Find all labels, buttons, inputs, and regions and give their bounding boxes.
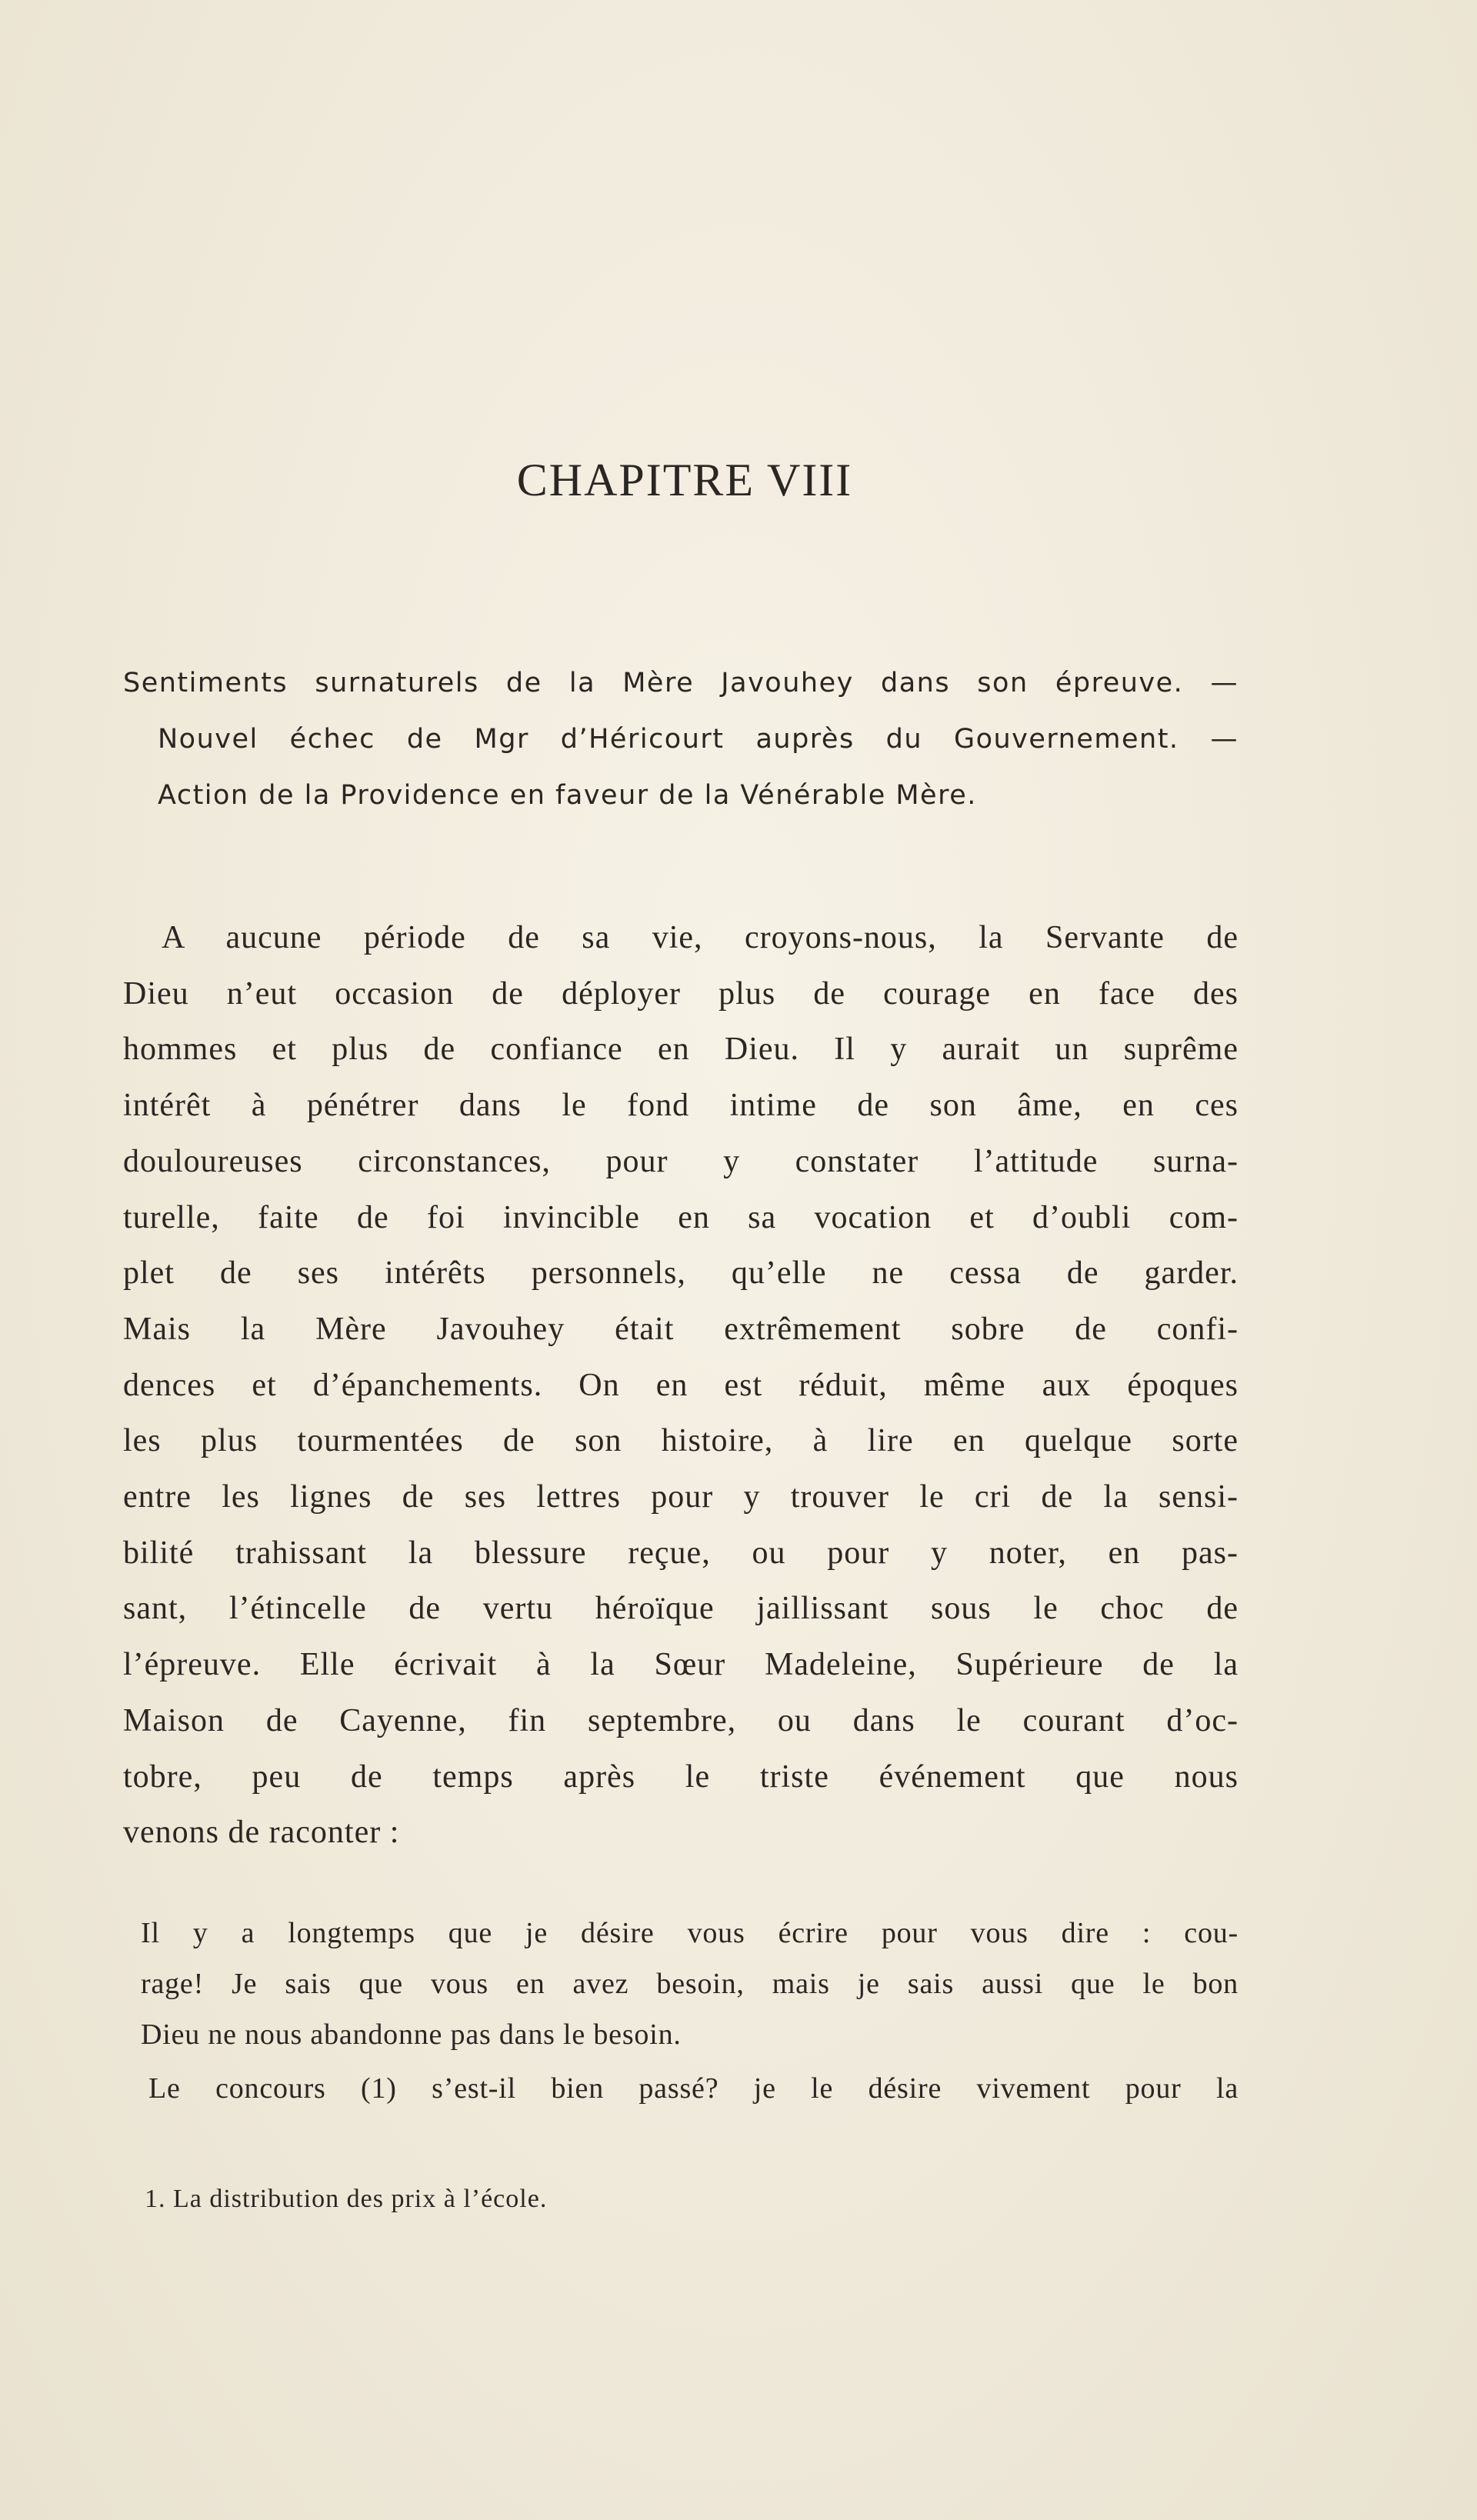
- quote-line: Il y a longtemps que je désire vous écrire pour vous dire : cou-: [141, 1917, 1239, 1949]
- body-line: Mais la Mère Javouhey était extrêmement sobre de confi-: [123, 1311, 1239, 1347]
- quoted-letter: [141, 1908, 1239, 2114]
- body-line: dences et d’épanchements. On en est réduit, même aux époques: [123, 1367, 1239, 1403]
- body-line: plet de ses intérêts personnels, qu’elle ne cessa de garder.: [123, 1255, 1239, 1292]
- body-line: hommes et plus de confiance en Dieu. Il y aurait un suprême: [123, 1032, 1239, 1068]
- quote-line: Le concours (1) s’est-il bien passé? je le désire vivement pour la: [148, 2072, 1239, 2105]
- body-line: bilité trahissant la blessure reçue, ou pour y noter, en pas-: [123, 1535, 1239, 1571]
- quote-line: rage! Je sais que vous en avez besoin, mais je sais aussi que le bon: [141, 1968, 1239, 2000]
- body-line: Dieu n’eut occasion de déployer plus de courage en face des: [123, 975, 1239, 1012]
- chapter-title: CHAPITRE VIII: [516, 455, 853, 505]
- summary-line: Sentiments surnaturels de la Mère Javouhey dans son épreuve. —: [123, 668, 1239, 698]
- chapter-summary: [123, 655, 1239, 824]
- body-line: tobre, peu de temps après le triste événement que nous: [123, 1758, 1239, 1795]
- body-line: turelle, faite de foi invincible en sa vocation et d’oubli com-: [123, 1199, 1239, 1235]
- body-line: sant, l’étincelle de vertu héroïque jaillissant sous le choc de: [123, 1591, 1239, 1627]
- quote-line: Dieu ne nous abandonne pas dans le besoin.: [141, 2018, 682, 2051]
- body-paragraph: [123, 910, 1239, 1861]
- summary-line: Action de la Providence en faveur de la Vénérable Mère.: [158, 780, 977, 811]
- body-line: entre les lignes de ses lettres pour y trouver le cri de la sensi-: [123, 1479, 1239, 1515]
- body-line: A aucune période de sa vie, croyons-nous, la Servante de: [162, 920, 1239, 955]
- body-line: Maison de Cayenne, fin septembre, ou dans le courant d’oc-: [123, 1702, 1239, 1738]
- body-line: l’épreuve. Elle écrivait à la Sœur Madeleine, Supérieure de la: [123, 1647, 1239, 1683]
- summary-line: Nouvel échec de Mgr d’Héricourt auprès du Gouvernement. —: [158, 724, 1239, 755]
- body-line: douloureuses circonstances, pour y constater l’attitude surna-: [123, 1143, 1239, 1179]
- footnote: 1. La distribution des prix à l’école.: [145, 2185, 548, 2213]
- body-line: venons de raconter :: [123, 1815, 400, 1851]
- body-line: intérêt à pénétrer dans le fond intime de son âme, en ces: [123, 1088, 1239, 1124]
- body-line: les plus tourmentées de son histoire, à lire en quelque sorte: [123, 1423, 1239, 1459]
